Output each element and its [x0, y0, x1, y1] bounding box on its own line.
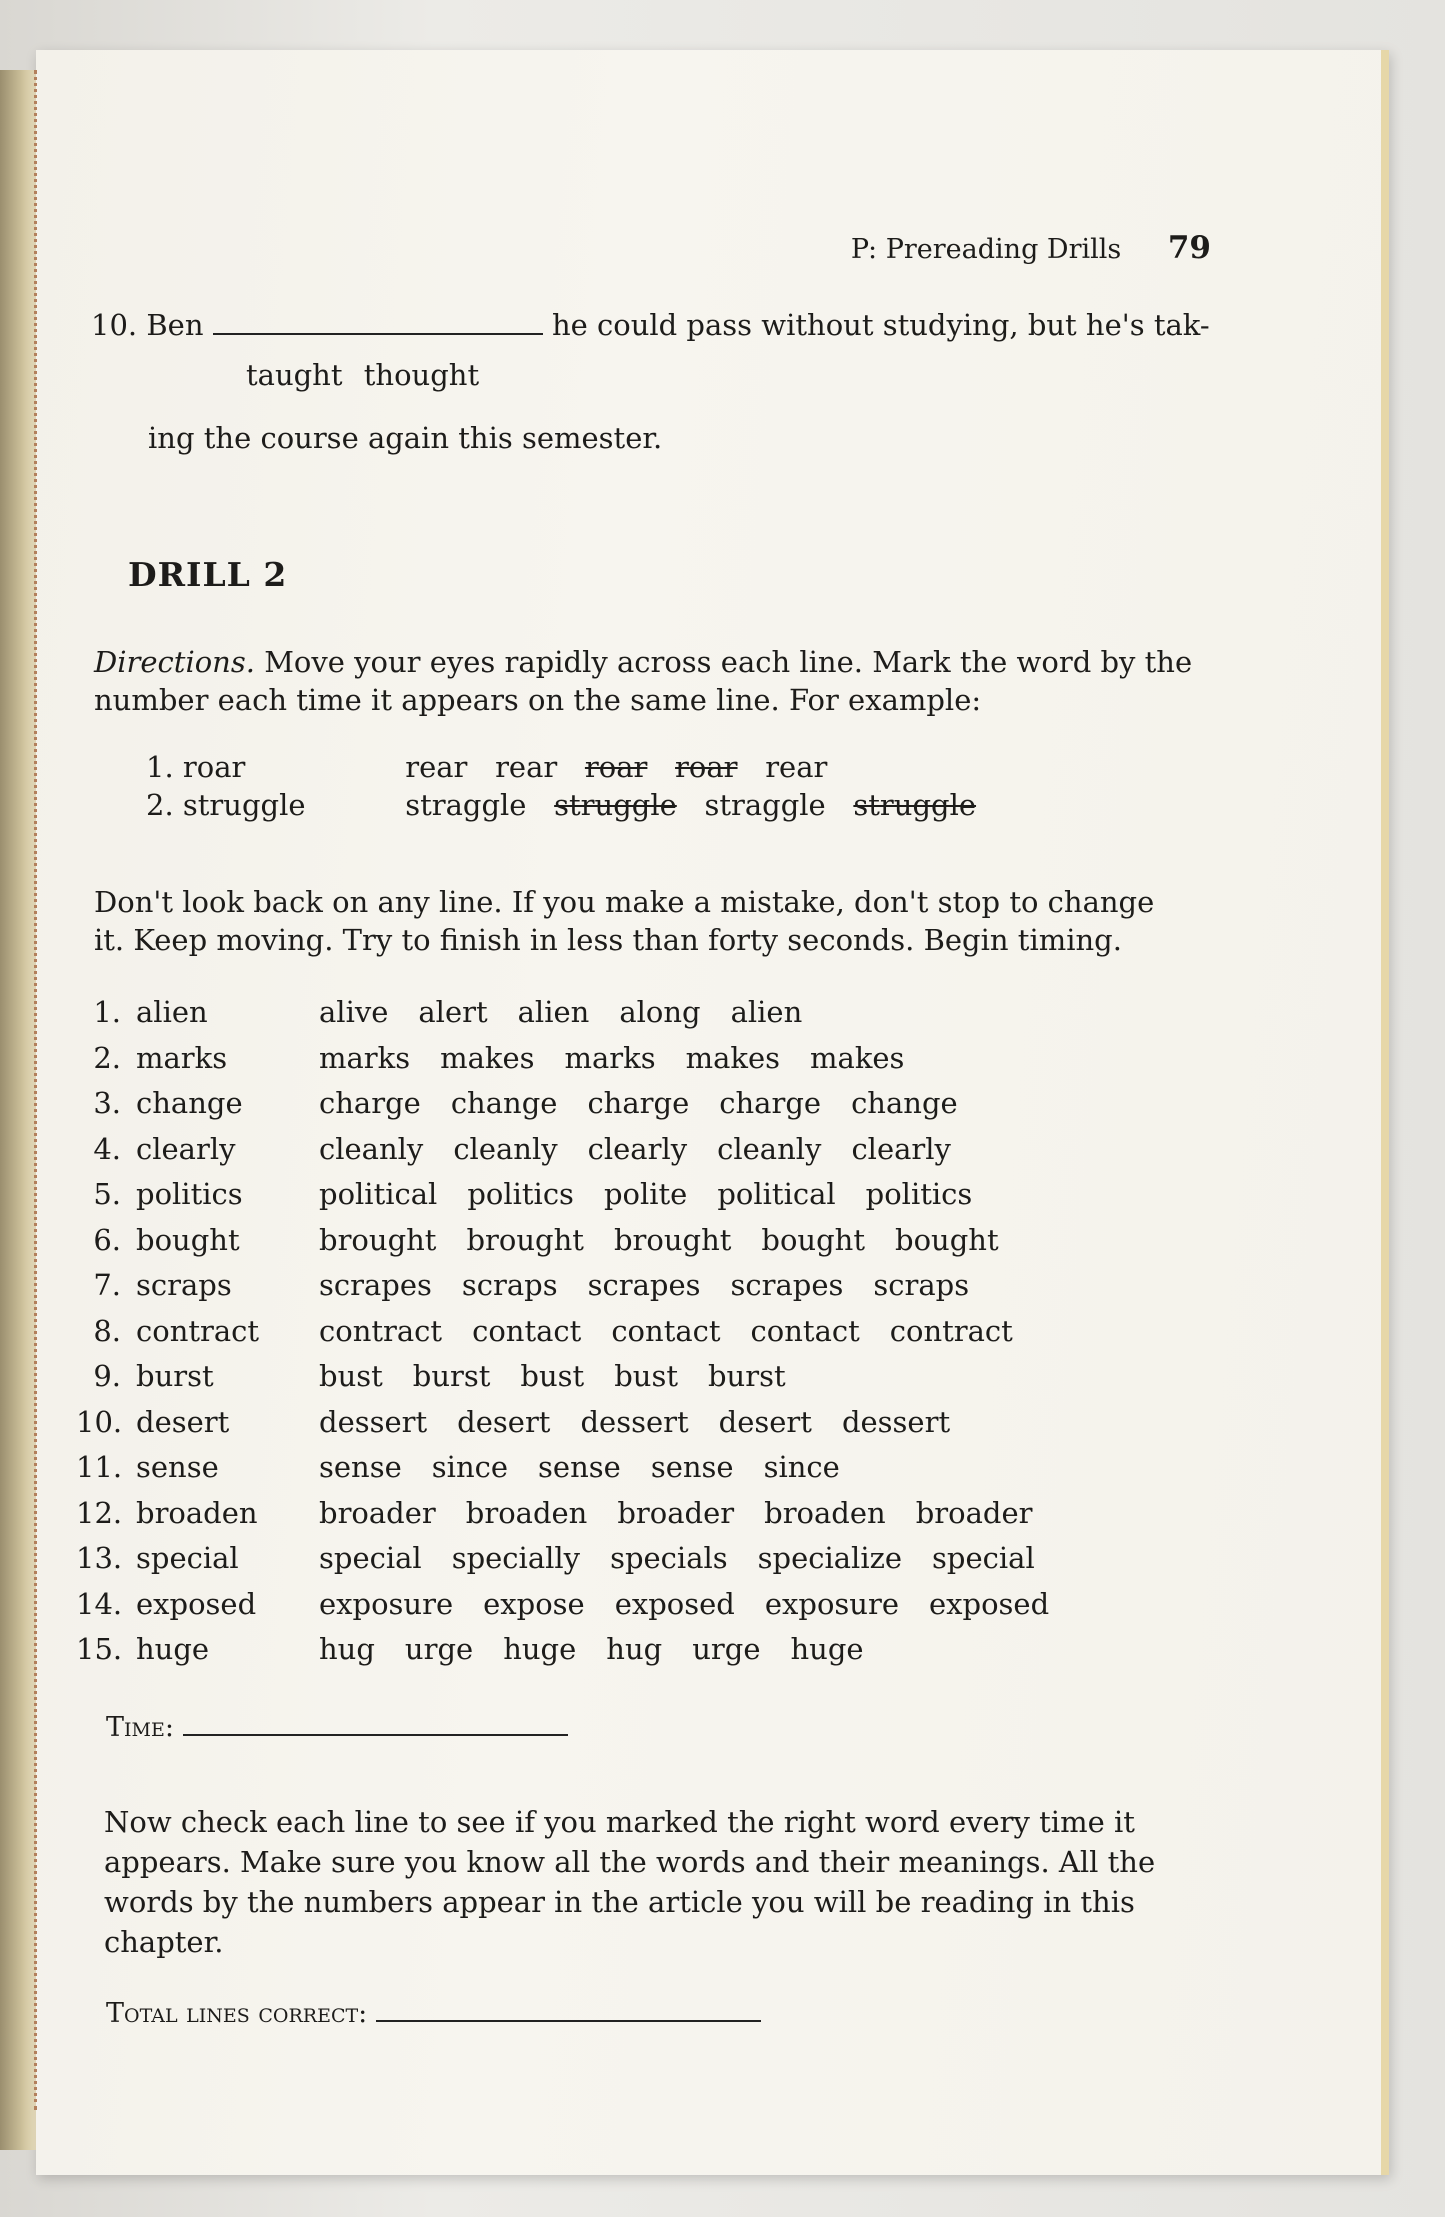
- drill-option-word[interactable]: cleanly: [453, 1131, 558, 1166]
- drill-option-word[interactable]: desert: [718, 1404, 812, 1439]
- drill-option-word[interactable]: cleanly: [319, 1131, 424, 1166]
- drill-options: [319, 1632, 894, 1666]
- drill-row: [76, 1632, 1116, 1672]
- drill-key-word: marks: [136, 1040, 228, 1075]
- drill-row: [76, 995, 1116, 1035]
- drill-key-word: exposed: [136, 1586, 257, 1621]
- example-option-marked: struggle: [853, 788, 977, 822]
- drill-row: [76, 1041, 1116, 1081]
- drill-option-word[interactable]: broader: [915, 1495, 1033, 1530]
- drill-option-word[interactable]: contact: [472, 1313, 582, 1348]
- drill-option-word[interactable]: makes: [685, 1040, 781, 1075]
- drill-option-word[interactable]: burst: [707, 1359, 786, 1393]
- drill-key-word: politics: [136, 1177, 243, 1211]
- drill-key-word: bought: [136, 1222, 240, 1257]
- drill-option-word[interactable]: contract: [319, 1313, 443, 1348]
- drill-option-word[interactable]: bust: [614, 1359, 678, 1393]
- book-spine: [0, 70, 36, 2150]
- drill-option-word[interactable]: change: [851, 1086, 958, 1120]
- drill-row-number: 11.: [76, 1450, 123, 1484]
- drill-option-word[interactable]: exposed: [929, 1586, 1050, 1621]
- drill-option-word[interactable]: scraps: [461, 1268, 558, 1302]
- drill-options: [319, 1359, 816, 1393]
- drill-option-word[interactable]: marks: [564, 1040, 656, 1075]
- drill-option-word[interactable]: hug: [606, 1632, 663, 1666]
- item-10-after-blank: he could pass without studying, but he's tak-: [551, 308, 1210, 342]
- drill-key-word: huge: [136, 1632, 210, 1666]
- drill-option-word[interactable]: alert: [418, 995, 488, 1029]
- drill-option-word[interactable]: sense: [319, 1450, 402, 1484]
- drill-row-number: 1.: [93, 995, 121, 1029]
- drill-option-word[interactable]: exposed: [614, 1586, 735, 1621]
- time-blank[interactable]: [183, 1734, 568, 1736]
- drill-option-word[interactable]: change: [450, 1086, 558, 1120]
- drill-row-number: 6.: [93, 1222, 121, 1257]
- drill-row-number: 13.: [76, 1541, 123, 1575]
- drill-options: [319, 1450, 870, 1484]
- drill-row-number: 10.: [76, 1404, 123, 1439]
- drill-option-word[interactable]: makes: [440, 1040, 535, 1075]
- example-row-2: 2. struggle straggle struggle straggle struggle: [146, 788, 977, 822]
- running-header: [851, 230, 1211, 266]
- example-option-marked: roar: [584, 750, 648, 784]
- drill-option-word[interactable]: broader: [617, 1495, 735, 1530]
- drill-option-word[interactable]: expose: [483, 1586, 585, 1621]
- check-line-4: chapter.: [104, 1925, 224, 1959]
- drill-option-word[interactable]: since: [431, 1450, 509, 1484]
- drill-options: [319, 995, 832, 1029]
- drill-key-word: sense: [136, 1450, 219, 1484]
- drill-row-number: 14.: [76, 1586, 123, 1621]
- drill-row: [76, 1314, 1116, 1354]
- drill-key-word: desert: [136, 1404, 230, 1439]
- drill-options: [319, 1541, 1065, 1575]
- drill-options: [319, 1132, 981, 1166]
- drill-option-word[interactable]: charge: [719, 1086, 822, 1120]
- example-option: straggle: [704, 788, 826, 822]
- drill-option-word[interactable]: exposure: [764, 1586, 899, 1621]
- drill-option-word[interactable]: brought: [466, 1222, 584, 1257]
- drill-options: [319, 1405, 980, 1439]
- instructions-line-2: it. Keep moving. Try to finish in less than forty seconds. Begin timing.: [94, 923, 1122, 957]
- total-blank[interactable]: [376, 2020, 761, 2022]
- drill-row: [76, 1177, 1116, 1217]
- drill-key-word: special: [136, 1541, 239, 1575]
- drill-option-word[interactable]: sense: [538, 1450, 621, 1484]
- example-option: rear: [495, 750, 558, 784]
- drill-option-word[interactable]: alien: [517, 995, 590, 1029]
- drill-key-word: contract: [136, 1313, 260, 1348]
- drill-options: [319, 1268, 999, 1302]
- drill-option-word[interactable]: specialize: [757, 1541, 903, 1575]
- drill-option-word[interactable]: charge: [319, 1086, 421, 1120]
- drill-option-word[interactable]: bust: [520, 1359, 585, 1393]
- drill-option-word[interactable]: burst: [412, 1359, 491, 1393]
- drill-option-word[interactable]: dessert: [841, 1404, 951, 1439]
- drill-option-word[interactable]: scraps: [873, 1268, 970, 1302]
- drill-option-word[interactable]: polite: [603, 1177, 688, 1211]
- drill-option-word[interactable]: political: [319, 1177, 438, 1211]
- drill-option-word[interactable]: specials: [610, 1541, 728, 1575]
- example-option-marked: roar: [675, 750, 738, 784]
- drill-row-number: 7.: [93, 1268, 121, 1302]
- drill-row: [76, 1496, 1116, 1536]
- directions: [94, 642, 1192, 682]
- drill-option-word[interactable]: alien: [730, 995, 803, 1029]
- drill-option-word[interactable]: politics: [467, 1177, 574, 1211]
- example-row-1: 1. roar rear rear roar roar rear: [146, 750, 828, 784]
- drill-option-word[interactable]: bought: [895, 1222, 999, 1257]
- example-option: straggle: [405, 788, 527, 822]
- drill-row: [76, 1587, 1116, 1627]
- drill-options: [319, 1086, 988, 1120]
- drill-option-word[interactable]: alive: [319, 995, 389, 1029]
- drill-option-word[interactable]: urge: [404, 1632, 474, 1666]
- binding-stitch: [34, 70, 43, 2110]
- drill-row: [76, 1132, 1116, 1172]
- drill-key-word: clearly: [136, 1131, 236, 1166]
- drill-option-word[interactable]: brought: [319, 1222, 437, 1257]
- item-10-choices: taught thought: [246, 358, 480, 392]
- drill-key-word: broaden: [136, 1495, 258, 1530]
- page-number: 79: [1167, 230, 1211, 266]
- drill-option-word[interactable]: huge: [503, 1632, 577, 1666]
- drill-option-word[interactable]: urge: [692, 1632, 761, 1666]
- section-title: P: Prereading Drills: [850, 234, 1122, 265]
- drill-option-word[interactable]: along: [619, 995, 701, 1029]
- item-10-continuation: ing the course again this semester.: [148, 421, 663, 455]
- book-page: [36, 50, 1389, 2175]
- drill-row-number: 4.: [93, 1131, 121, 1166]
- drill-option-word[interactable]: scrapes: [319, 1268, 432, 1302]
- drill-row-number: 2.: [93, 1040, 121, 1075]
- drill-option-word[interactable]: huge: [790, 1632, 864, 1666]
- drill-key-word: alien: [136, 995, 208, 1029]
- drill-row: [76, 1405, 1116, 1445]
- drill-option-word[interactable]: dessert: [319, 1404, 428, 1439]
- drill-option-word[interactable]: clearly: [587, 1131, 688, 1166]
- drill-option-word[interactable]: cleanly: [717, 1131, 822, 1166]
- drill-option-word[interactable]: politics: [865, 1177, 973, 1211]
- drill-option-word[interactable]: contact: [750, 1313, 860, 1348]
- drill-option-word[interactable]: political: [717, 1177, 836, 1211]
- drill-row-number: 3.: [93, 1086, 121, 1120]
- drill-options: [319, 1496, 1062, 1530]
- instructions-line-1: Don't look back on any line. If you make a mistake, don't stop to change: [94, 885, 1155, 919]
- drill-option-word[interactable]: hug: [319, 1632, 375, 1666]
- drill-option-word[interactable]: charge: [587, 1086, 690, 1120]
- drill-option-word[interactable]: broaden: [465, 1495, 588, 1530]
- directions-label: Directions.: [94, 645, 255, 679]
- total-label: Total lines correct:: [106, 1998, 368, 2029]
- drill-option-word[interactable]: bought: [761, 1222, 866, 1257]
- drill-option-word[interactable]: specially: [451, 1541, 581, 1575]
- example-option: rear: [765, 750, 828, 784]
- drill-row: [76, 1086, 1116, 1126]
- drill-row: [76, 1359, 1116, 1399]
- drill-option-word[interactable]: makes: [810, 1040, 905, 1075]
- drill-row-number: 8.: [93, 1313, 121, 1348]
- drill-row-number: 5.: [93, 1177, 121, 1211]
- drill-option-word[interactable]: contract: [889, 1313, 1013, 1348]
- time-label: Time:: [106, 1712, 174, 1743]
- answer-blank[interactable]: [213, 333, 543, 335]
- directions-text: Move your eyes rapidly across each line. Mark the word by the: [264, 645, 1193, 679]
- drill-key-word: burst: [136, 1359, 214, 1393]
- drill-option-word[interactable]: marks: [319, 1040, 411, 1075]
- drill-option-word[interactable]: desert: [457, 1404, 551, 1439]
- drill-options: [319, 1041, 934, 1075]
- drill-row-number: 15.: [76, 1632, 123, 1666]
- drill-title: DRILL 2: [128, 555, 288, 594]
- drill-option-word[interactable]: sense: [650, 1450, 734, 1484]
- drill-options: [319, 1314, 1043, 1348]
- example-option-marked: struggle: [554, 788, 677, 822]
- drill-row: [76, 1541, 1116, 1581]
- drill-option-word[interactable]: since: [763, 1450, 840, 1484]
- drill-row-number: 9.: [93, 1359, 121, 1393]
- item-10-number: 10.: [91, 308, 138, 342]
- drill-options: [319, 1587, 1079, 1621]
- example-option: rear: [405, 750, 468, 784]
- item-10: [91, 305, 1210, 345]
- drill-option-word[interactable]: scrapes: [730, 1268, 844, 1302]
- check-line-3: words by the numbers appear in the article you will be reading in this: [104, 1885, 1135, 1919]
- drill-option-word[interactable]: exposure: [319, 1586, 454, 1621]
- drill-option-word[interactable]: brought: [613, 1222, 732, 1257]
- check-line-1: Now check each line to see if you marked the right word every time it: [104, 1805, 1135, 1839]
- drill-row: [76, 1268, 1116, 1308]
- drill-row-number: 12.: [76, 1495, 123, 1530]
- drill-option-word[interactable]: broaden: [764, 1495, 886, 1530]
- drill-options: [319, 1177, 1002, 1211]
- drill-option-word[interactable]: special: [319, 1541, 422, 1575]
- drill-option-word[interactable]: bust: [319, 1359, 383, 1393]
- directions-line-2: number each time it appears on the same line. For example:: [94, 683, 982, 717]
- drill-key-word: change: [136, 1086, 243, 1120]
- drill-key-word: scraps: [136, 1268, 232, 1302]
- drill-option-word[interactable]: dessert: [580, 1404, 689, 1439]
- drill-row: [76, 1450, 1116, 1490]
- item-10-start: Ben: [146, 308, 204, 342]
- check-line-2: appears. Make sure you know all the words and their meanings. All the: [104, 1845, 1156, 1879]
- drill-option-word[interactable]: scrapes: [587, 1268, 701, 1302]
- drill-options: [319, 1223, 1029, 1257]
- total-field: [106, 1998, 761, 2029]
- time-field: [106, 1712, 568, 1743]
- drill-option-word[interactable]: broader: [319, 1495, 436, 1530]
- drill-option-word[interactable]: special: [932, 1541, 1035, 1575]
- drill-row: [76, 1223, 1116, 1263]
- drill-option-word[interactable]: clearly: [851, 1131, 951, 1166]
- drill-option-word[interactable]: contact: [611, 1313, 721, 1348]
